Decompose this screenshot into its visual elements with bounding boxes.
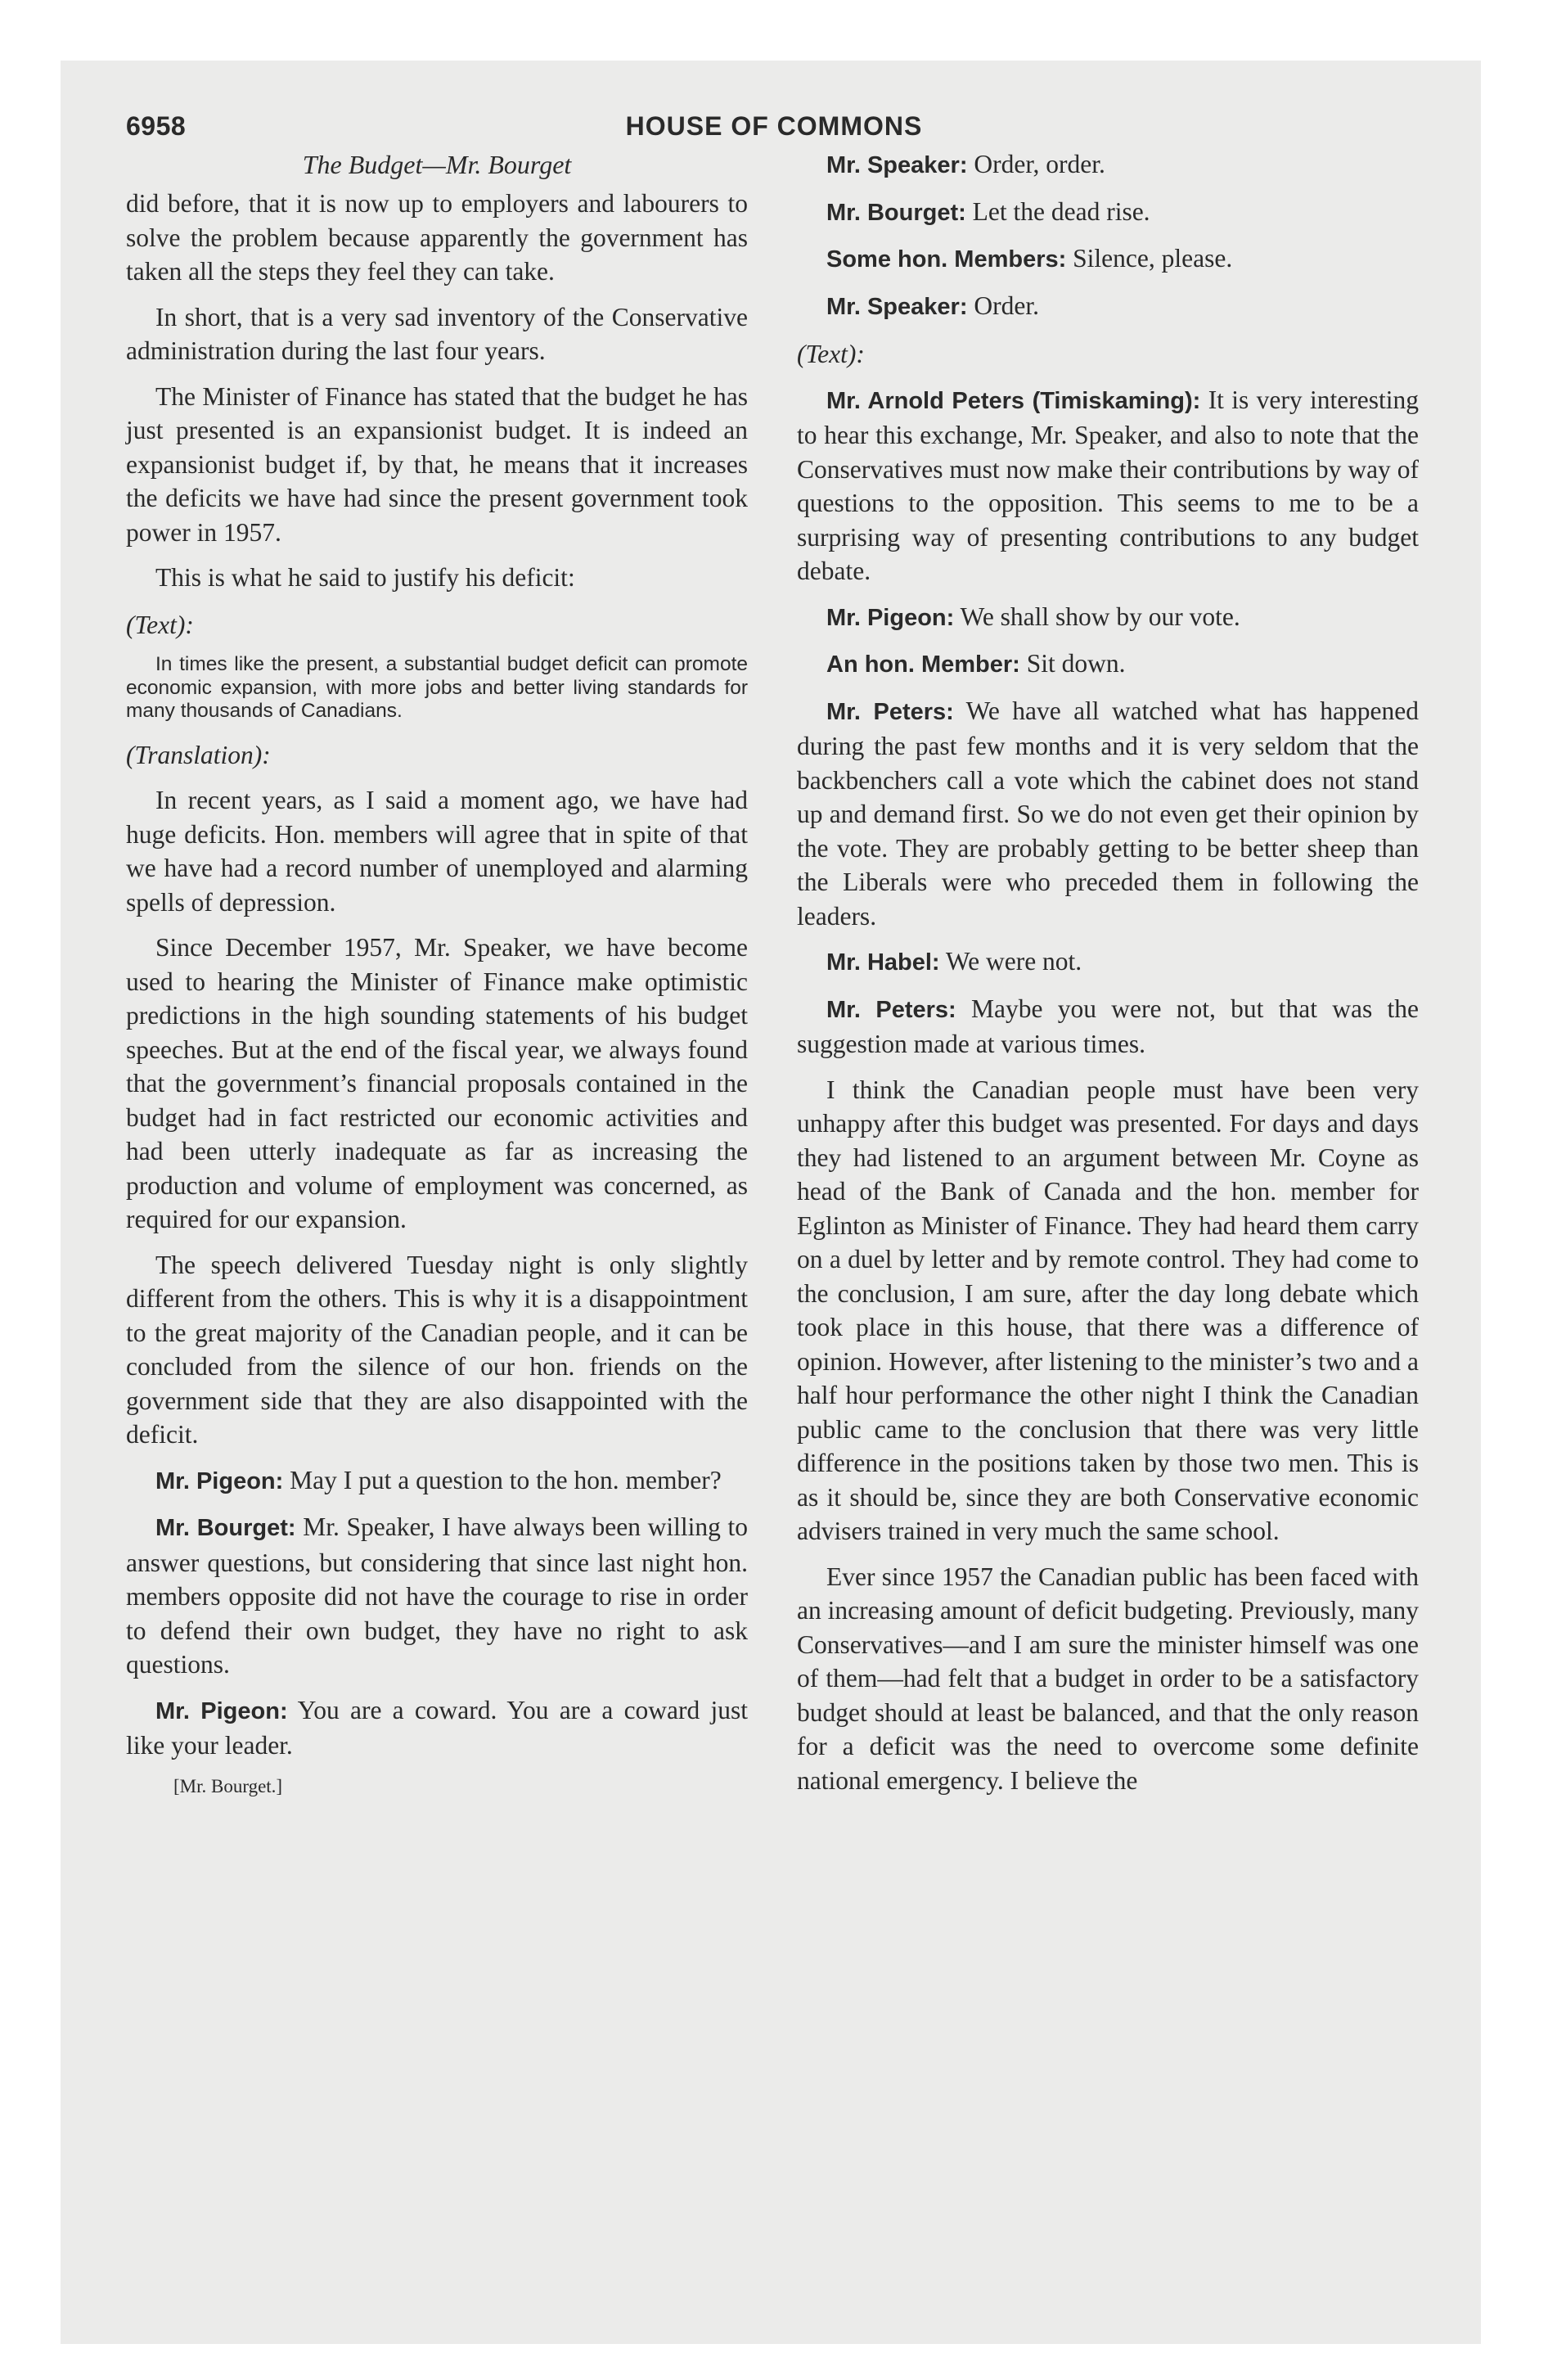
speaker-name: Mr. Pigeon: — [155, 1697, 288, 1724]
speaker-name: Mr. Pigeon: — [826, 604, 955, 631]
speaker-name: Mr. Peters: — [826, 996, 956, 1023]
speech-entry — [797, 600, 1419, 636]
language-marker: (Translation): — [126, 740, 271, 769]
paragraph: The speech delivered Tuesday night is only slightly different from the others. This is why it is a disappointment to the great majority of the Canadian people, and it can be concluded from the silence of our hon. friends on the government side that they are also disappointed with the deficit. — [126, 1250, 748, 1449]
paragraph: The Minister of Finance has stated that the budget he has just presented is an expansionist budget. It is indeed an expansionist budget if, by that, he means that it increases the deficits we have had since the present government took power in 1957. — [126, 381, 748, 547]
speech-entry — [797, 383, 1419, 588]
speech-text: You are a coward. You are a coward just like your leader. — [126, 1695, 748, 1760]
speaker-footer-note: [Mr. Bourget.] — [173, 1775, 283, 1796]
language-marker: (Text): — [126, 610, 194, 639]
speaker-name: Mr. Peters: — [826, 698, 954, 725]
paragraph: This is what he said to justify his deficit: — [155, 563, 575, 592]
speech-text: Sit down. — [1026, 649, 1126, 678]
left-column — [126, 147, 748, 1799]
paragraph: I think the Canadian people must have been very unhappy after this budget was presented. For days and days they had listened to an argument between Mr. Coyne as head of the Bank of Canada and the hon. member for Eglinton as Minister of Finance. They had heard them carry on a duel by letter and by remote control. They had come to the conclusion, I am sure, after the day long debate which took place in this house, that there was a difference of opinion. However, after listening to the minister’s two and a half hour performance the other night I think the Canadian public came to the conclusion that there was very little difference in the positions taken by those two men. This is as it should be, since they are both Conservative economic advisers trained in very much the same school. — [797, 1075, 1419, 1545]
paragraph: Since December 1957, Mr. Speaker, we have become used to hearing the Minister of Finance make optimistic predictions in the high sounding statements of his budget speeches. But at the end of the fiscal year, we always found that the government’s financial proposals contained in the budget had in fact restricted our economic activities and had been utterly inadequate as far as increasing the production and volume of employment was concerned, as required for our expansion. — [126, 933, 748, 1233]
speech-text: We were not. — [945, 947, 1082, 976]
speech-text: Silence, please. — [1073, 244, 1233, 273]
speech-entry — [126, 1693, 748, 1763]
speech-entry — [797, 992, 1419, 1062]
speaker-name: Mr. Speaker: — [826, 152, 968, 178]
speech-text: Order, order. — [974, 150, 1105, 178]
speaker-name: An hon. Member: — [826, 651, 1020, 678]
section-subhead: The Budget—Mr. Bourget — [302, 150, 572, 179]
speech-entry — [797, 647, 1419, 683]
paragraph: In recent years, as I said a moment ago, we have had huge deficits. Hon. members will agree that in spite of that we have had a record number of unemployed and alarming spells of depression. — [126, 786, 748, 917]
paragraph: Ever since 1957 the Canadian public has been faced with an increasing amount of deficit budgeting. Previously, many Conservatives—and I am sure the minister himself was one of them—had felt that a budget in order to be a satisfactory budget should at least be balanced, and that the only reason for a deficit was the need to overcome some definite national emergency. I believe the — [797, 1562, 1419, 1795]
speech-text: Mr. Speaker, I have always been willing to answer questions, but considering that since last night hon. members opposite did not have the courage to rise in order to defend their own budget, they have no right to ask questions. — [126, 1512, 749, 1679]
speech-entry — [797, 147, 1419, 183]
speech-entry — [797, 241, 1419, 277]
speech-text: We have all watched what has happened during the past few months and it is very seldom that the backbenchers call a vote which the cabinet does not stand up and demand first. So we do not even get their opinion by the vote. They are probably getting to be better sheep than the Liberals were who preceded them in following the leaders. — [797, 696, 1419, 931]
speaker-name: Mr. Habel: — [826, 949, 940, 976]
speaker-name: Some hon. Members: — [826, 246, 1067, 273]
paragraph: did before, that it is now up to employers and labourers to solve the problem because apparently the government has taken all the steps they feel they can take. — [126, 189, 748, 286]
block-quote: In times like the present, a substantial budget deficit can promote economic expansion, with more jobs and better living standards for many thousands of Canadians. — [126, 653, 748, 722]
speech-entry — [797, 195, 1419, 231]
speech-entry — [126, 1463, 748, 1499]
speech-text: It is very interesting to hear this exchange, Mr. Speaker, and also to note that the Conservatives must now make their contributions by way of questions to the opposition. This seems to me to be a surprising way of presenting contributions to any budget debate. — [797, 385, 1419, 585]
speech-text: Maybe you were not, but that was the suggestion made at various times. — [797, 994, 1419, 1058]
right-column — [797, 147, 1419, 1809]
speaker-name: Mr. Speaker: — [826, 293, 968, 320]
speech-entry — [797, 944, 1419, 980]
speech-entry — [797, 694, 1419, 934]
speech-text: Order. — [974, 291, 1039, 320]
speaker-name: Mr. Bourget: — [155, 1515, 296, 1541]
speaker-name: Mr. Bourget: — [826, 199, 966, 226]
speech-entry — [126, 1510, 748, 1682]
paragraph: In short, that is a very sad inventory of the Conservative administration during the last four years. — [126, 302, 748, 365]
language-marker: (Text): — [797, 340, 865, 368]
speech-text: May I put a question to the hon. member? — [290, 1465, 722, 1494]
speech-entry — [797, 289, 1419, 325]
speaker-name: Mr. Arnold Peters (Timiskaming): — [826, 387, 1201, 414]
speech-text: Let the dead rise. — [972, 196, 1150, 226]
page-number: 6958 — [126, 111, 187, 141]
speaker-name: Mr. Pigeon: — [155, 1467, 284, 1494]
speech-text: We shall show by our vote. — [960, 602, 1240, 631]
running-head: HOUSE OF COMMONS — [625, 111, 923, 141]
